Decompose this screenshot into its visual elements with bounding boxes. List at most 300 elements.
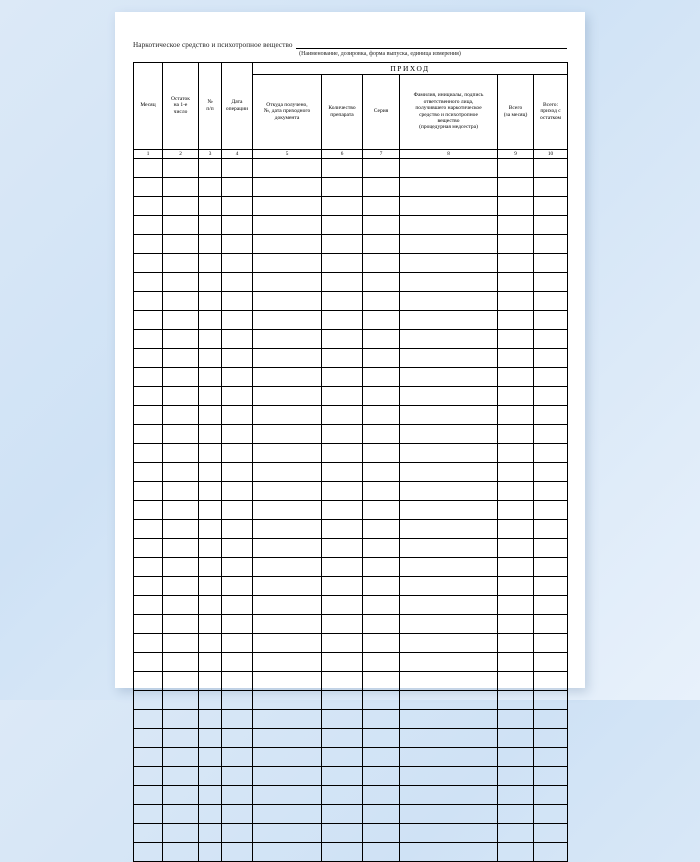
table-cell[interactable]: [163, 652, 199, 671]
table-cell[interactable]: [363, 329, 400, 348]
table-cell[interactable]: [134, 196, 163, 215]
table-cell[interactable]: [498, 804, 534, 823]
table-cell[interactable]: [498, 272, 534, 291]
table-cell[interactable]: [498, 215, 534, 234]
table-row[interactable]: [134, 500, 568, 519]
table-cell[interactable]: [134, 500, 163, 519]
table-cell[interactable]: [222, 766, 253, 785]
table-row[interactable]: [134, 557, 568, 576]
table-cell[interactable]: [163, 633, 199, 652]
table-cell[interactable]: [163, 785, 199, 804]
table-cell[interactable]: [400, 709, 498, 728]
table-cell[interactable]: [199, 785, 222, 804]
table-cell[interactable]: [199, 804, 222, 823]
table-cell[interactable]: [363, 424, 400, 443]
table-cell[interactable]: [163, 272, 199, 291]
table-cell[interactable]: [322, 842, 363, 861]
table-row[interactable]: [134, 386, 568, 405]
table-cell[interactable]: [363, 652, 400, 671]
table-cell[interactable]: [253, 766, 322, 785]
table-cell[interactable]: [199, 310, 222, 329]
table-cell[interactable]: [134, 652, 163, 671]
table-cell[interactable]: [322, 272, 363, 291]
table-cell[interactable]: [253, 747, 322, 766]
table-cell[interactable]: [163, 462, 199, 481]
table-row[interactable]: [134, 177, 568, 196]
table-cell[interactable]: [498, 557, 534, 576]
table-cell[interactable]: [534, 215, 568, 234]
table-cell[interactable]: [363, 196, 400, 215]
table-cell[interactable]: [534, 196, 568, 215]
table-cell[interactable]: [498, 291, 534, 310]
table-row[interactable]: [134, 823, 568, 842]
table-cell[interactable]: [363, 671, 400, 690]
table-row[interactable]: [134, 215, 568, 234]
table-cell[interactable]: [222, 614, 253, 633]
table-cell[interactable]: [163, 481, 199, 500]
table-cell[interactable]: [363, 272, 400, 291]
table-cell[interactable]: [199, 234, 222, 253]
table-cell[interactable]: [322, 595, 363, 614]
table-cell[interactable]: [222, 709, 253, 728]
table-cell[interactable]: [253, 671, 322, 690]
table-cell[interactable]: [534, 557, 568, 576]
table-cell[interactable]: [163, 196, 199, 215]
table-cell[interactable]: [134, 804, 163, 823]
table-row[interactable]: [134, 329, 568, 348]
table-cell[interactable]: [134, 823, 163, 842]
table-row[interactable]: [134, 291, 568, 310]
table-cell[interactable]: [498, 177, 534, 196]
table-cell[interactable]: [498, 538, 534, 557]
table-cell[interactable]: [222, 500, 253, 519]
table-cell[interactable]: [134, 310, 163, 329]
table-cell[interactable]: [134, 177, 163, 196]
table-cell[interactable]: [253, 652, 322, 671]
table-cell[interactable]: [134, 557, 163, 576]
table-cell[interactable]: [134, 538, 163, 557]
table-cell[interactable]: [322, 405, 363, 424]
table-cell[interactable]: [322, 709, 363, 728]
table-cell[interactable]: [134, 291, 163, 310]
table-cell[interactable]: [322, 652, 363, 671]
table-cell[interactable]: [163, 424, 199, 443]
table-row[interactable]: [134, 538, 568, 557]
table-cell[interactable]: [322, 386, 363, 405]
table-cell[interactable]: [363, 215, 400, 234]
table-row[interactable]: [134, 310, 568, 329]
table-cell[interactable]: [400, 215, 498, 234]
table-cell[interactable]: [363, 785, 400, 804]
table-cell[interactable]: [534, 576, 568, 595]
table-cell[interactable]: [498, 481, 534, 500]
table-cell[interactable]: [498, 652, 534, 671]
table-cell[interactable]: [498, 405, 534, 424]
table-cell[interactable]: [498, 842, 534, 861]
table-row[interactable]: [134, 424, 568, 443]
table-cell[interactable]: [199, 576, 222, 595]
table-cell[interactable]: [363, 481, 400, 500]
table-cell[interactable]: [498, 462, 534, 481]
table-cell[interactable]: [322, 177, 363, 196]
table-cell[interactable]: [222, 576, 253, 595]
table-cell[interactable]: [534, 367, 568, 386]
table-cell[interactable]: [498, 785, 534, 804]
table-cell[interactable]: [322, 633, 363, 652]
table-row[interactable]: [134, 443, 568, 462]
table-cell[interactable]: [498, 196, 534, 215]
table-cell[interactable]: [363, 595, 400, 614]
table-cell[interactable]: [134, 253, 163, 272]
table-cell[interactable]: [163, 215, 199, 234]
table-row[interactable]: [134, 158, 568, 177]
table-cell[interactable]: [134, 671, 163, 690]
table-cell[interactable]: [253, 804, 322, 823]
table-cell[interactable]: [253, 728, 322, 747]
table-cell[interactable]: [498, 158, 534, 177]
table-cell[interactable]: [253, 424, 322, 443]
table-cell[interactable]: [363, 804, 400, 823]
table-cell[interactable]: [163, 386, 199, 405]
table-cell[interactable]: [400, 538, 498, 557]
table-cell[interactable]: [163, 519, 199, 538]
table-cell[interactable]: [322, 614, 363, 633]
table-cell[interactable]: [199, 462, 222, 481]
table-row[interactable]: [134, 842, 568, 861]
table-cell[interactable]: [363, 614, 400, 633]
table-cell[interactable]: [322, 462, 363, 481]
table-cell[interactable]: [222, 443, 253, 462]
table-cell[interactable]: [253, 215, 322, 234]
table-cell[interactable]: [322, 557, 363, 576]
table-cell[interactable]: [322, 310, 363, 329]
table-cell[interactable]: [322, 424, 363, 443]
table-cell[interactable]: [400, 424, 498, 443]
table-cell[interactable]: [534, 177, 568, 196]
table-cell[interactable]: [134, 367, 163, 386]
table-row[interactable]: [134, 747, 568, 766]
table-cell[interactable]: [163, 158, 199, 177]
table-cell[interactable]: [534, 614, 568, 633]
table-cell[interactable]: [400, 310, 498, 329]
table-cell[interactable]: [322, 785, 363, 804]
table-cell[interactable]: [400, 462, 498, 481]
table-row[interactable]: [134, 785, 568, 804]
table-cell[interactable]: [363, 633, 400, 652]
table-cell[interactable]: [199, 842, 222, 861]
table-cell[interactable]: [163, 728, 199, 747]
table-cell[interactable]: [400, 557, 498, 576]
table-cell[interactable]: [498, 234, 534, 253]
table-cell[interactable]: [498, 823, 534, 842]
table-cell[interactable]: [534, 785, 568, 804]
table-cell[interactable]: [498, 766, 534, 785]
table-cell[interactable]: [534, 234, 568, 253]
table-cell[interactable]: [134, 348, 163, 367]
table-cell[interactable]: [363, 386, 400, 405]
table-cell[interactable]: [199, 177, 222, 196]
table-cell[interactable]: [253, 253, 322, 272]
table-cell[interactable]: [222, 291, 253, 310]
table-cell[interactable]: [163, 500, 199, 519]
table-cell[interactable]: [134, 728, 163, 747]
table-cell[interactable]: [322, 576, 363, 595]
table-row[interactable]: [134, 671, 568, 690]
table-cell[interactable]: [222, 747, 253, 766]
table-cell[interactable]: [322, 500, 363, 519]
table-cell[interactable]: [199, 747, 222, 766]
table-cell[interactable]: [199, 557, 222, 576]
table-cell[interactable]: [322, 481, 363, 500]
table-cell[interactable]: [400, 329, 498, 348]
table-cell[interactable]: [199, 614, 222, 633]
table-cell[interactable]: [222, 671, 253, 690]
table-cell[interactable]: [134, 405, 163, 424]
table-cell[interactable]: [222, 196, 253, 215]
table-cell[interactable]: [498, 310, 534, 329]
table-cell[interactable]: [400, 842, 498, 861]
table-cell[interactable]: [253, 329, 322, 348]
table-cell[interactable]: [498, 386, 534, 405]
table-cell[interactable]: [498, 595, 534, 614]
table-cell[interactable]: [199, 481, 222, 500]
table-cell[interactable]: [322, 804, 363, 823]
table-cell[interactable]: [534, 348, 568, 367]
table-cell[interactable]: [400, 804, 498, 823]
table-cell[interactable]: [322, 291, 363, 310]
table-cell[interactable]: [163, 538, 199, 557]
table-row[interactable]: [134, 766, 568, 785]
table-cell[interactable]: [400, 177, 498, 196]
table-cell[interactable]: [253, 310, 322, 329]
table-cell[interactable]: [134, 386, 163, 405]
table-cell[interactable]: [363, 405, 400, 424]
table-cell[interactable]: [363, 519, 400, 538]
table-cell[interactable]: [363, 348, 400, 367]
table-cell[interactable]: [322, 196, 363, 215]
table-cell[interactable]: [534, 481, 568, 500]
table-cell[interactable]: [199, 823, 222, 842]
table-cell[interactable]: [134, 633, 163, 652]
table-cell[interactable]: [163, 348, 199, 367]
table-cell[interactable]: [363, 557, 400, 576]
table-cell[interactable]: [400, 405, 498, 424]
table-cell[interactable]: [400, 234, 498, 253]
table-cell[interactable]: [163, 329, 199, 348]
table-cell[interactable]: [199, 671, 222, 690]
table-cell[interactable]: [222, 310, 253, 329]
table-cell[interactable]: [534, 424, 568, 443]
table-cell[interactable]: [163, 766, 199, 785]
table-cell[interactable]: [534, 310, 568, 329]
table-cell[interactable]: [199, 253, 222, 272]
table-cell[interactable]: [134, 481, 163, 500]
table-cell[interactable]: [498, 633, 534, 652]
table-cell[interactable]: [322, 747, 363, 766]
table-cell[interactable]: [400, 747, 498, 766]
table-cell[interactable]: [498, 576, 534, 595]
table-cell[interactable]: [222, 234, 253, 253]
table-cell[interactable]: [322, 766, 363, 785]
table-cell[interactable]: [400, 595, 498, 614]
table-cell[interactable]: [534, 291, 568, 310]
table-cell[interactable]: [222, 481, 253, 500]
table-cell[interactable]: [134, 443, 163, 462]
table-cell[interactable]: [222, 329, 253, 348]
table-cell[interactable]: [534, 823, 568, 842]
table-cell[interactable]: [222, 823, 253, 842]
table-cell[interactable]: [199, 595, 222, 614]
table-cell[interactable]: [199, 196, 222, 215]
table-cell[interactable]: [163, 614, 199, 633]
table-cell[interactable]: [222, 253, 253, 272]
table-cell[interactable]: [199, 405, 222, 424]
table-cell[interactable]: [400, 766, 498, 785]
table-cell[interactable]: [199, 633, 222, 652]
table-cell[interactable]: [222, 728, 253, 747]
table-cell[interactable]: [363, 177, 400, 196]
table-cell[interactable]: [363, 253, 400, 272]
table-cell[interactable]: [134, 709, 163, 728]
table-cell[interactable]: [163, 367, 199, 386]
table-cell[interactable]: [253, 462, 322, 481]
table-cell[interactable]: [363, 500, 400, 519]
table-cell[interactable]: [163, 405, 199, 424]
table-cell[interactable]: [498, 443, 534, 462]
table-cell[interactable]: [134, 215, 163, 234]
table-cell[interactable]: [163, 557, 199, 576]
table-cell[interactable]: [253, 500, 322, 519]
table-cell[interactable]: [134, 842, 163, 861]
table-cell[interactable]: [222, 367, 253, 386]
table-cell[interactable]: [400, 386, 498, 405]
table-cell[interactable]: [363, 747, 400, 766]
table-cell[interactable]: [322, 215, 363, 234]
table-cell[interactable]: [534, 405, 568, 424]
table-cell[interactable]: [400, 614, 498, 633]
table-cell[interactable]: [322, 519, 363, 538]
table-cell[interactable]: [400, 823, 498, 842]
table-cell[interactable]: [253, 576, 322, 595]
table-cell[interactable]: [400, 253, 498, 272]
table-cell[interactable]: [498, 709, 534, 728]
table-cell[interactable]: [199, 652, 222, 671]
table-cell[interactable]: [222, 804, 253, 823]
table-cell[interactable]: [253, 291, 322, 310]
table-cell[interactable]: [253, 785, 322, 804]
table-cell[interactable]: [222, 158, 253, 177]
table-cell[interactable]: [534, 728, 568, 747]
table-cell[interactable]: [134, 462, 163, 481]
table-cell[interactable]: [134, 272, 163, 291]
table-row[interactable]: [134, 196, 568, 215]
table-cell[interactable]: [322, 443, 363, 462]
table-cell[interactable]: [253, 196, 322, 215]
table-cell[interactable]: [363, 709, 400, 728]
table-cell[interactable]: [163, 291, 199, 310]
table-cell[interactable]: [498, 367, 534, 386]
table-cell[interactable]: [253, 538, 322, 557]
table-cell[interactable]: [199, 538, 222, 557]
table-cell[interactable]: [400, 367, 498, 386]
table-cell[interactable]: [163, 595, 199, 614]
table-row[interactable]: [134, 576, 568, 595]
table-cell[interactable]: [363, 823, 400, 842]
table-cell[interactable]: [199, 215, 222, 234]
table-cell[interactable]: [534, 804, 568, 823]
table-cell[interactable]: [163, 253, 199, 272]
table-cell[interactable]: [534, 519, 568, 538]
table-cell[interactable]: [400, 348, 498, 367]
table-row[interactable]: [134, 462, 568, 481]
table-cell[interactable]: [253, 158, 322, 177]
table-cell[interactable]: [222, 842, 253, 861]
table-cell[interactable]: [222, 405, 253, 424]
table-cell[interactable]: [134, 576, 163, 595]
table-cell[interactable]: [163, 234, 199, 253]
table-cell[interactable]: [322, 538, 363, 557]
table-cell[interactable]: [163, 842, 199, 861]
table-cell[interactable]: [498, 329, 534, 348]
table-row[interactable]: [134, 367, 568, 386]
table-cell[interactable]: [253, 272, 322, 291]
table-cell[interactable]: [534, 709, 568, 728]
table-row[interactable]: [134, 595, 568, 614]
table-cell[interactable]: [498, 500, 534, 519]
table-cell[interactable]: [199, 367, 222, 386]
table-cell[interactable]: [199, 766, 222, 785]
table-cell[interactable]: [253, 481, 322, 500]
table-cell[interactable]: [253, 842, 322, 861]
table-cell[interactable]: [163, 576, 199, 595]
table-cell[interactable]: [199, 329, 222, 348]
table-cell[interactable]: [134, 519, 163, 538]
table-row[interactable]: [134, 614, 568, 633]
table-cell[interactable]: [222, 595, 253, 614]
table-cell[interactable]: [134, 424, 163, 443]
table-cell[interactable]: [498, 424, 534, 443]
table-cell[interactable]: [134, 766, 163, 785]
table-cell[interactable]: [253, 709, 322, 728]
table-cell[interactable]: [400, 728, 498, 747]
table-cell[interactable]: [400, 272, 498, 291]
table-cell[interactable]: [199, 709, 222, 728]
table-cell[interactable]: [498, 253, 534, 272]
table-cell[interactable]: [163, 823, 199, 842]
table-cell[interactable]: [363, 291, 400, 310]
table-cell[interactable]: [222, 424, 253, 443]
table-cell[interactable]: [363, 576, 400, 595]
table-cell[interactable]: [134, 234, 163, 253]
table-row[interactable]: [134, 253, 568, 272]
table-cell[interactable]: [363, 766, 400, 785]
table-cell[interactable]: [363, 842, 400, 861]
table-cell[interactable]: [222, 348, 253, 367]
table-cell[interactable]: [363, 538, 400, 557]
table-cell[interactable]: [222, 652, 253, 671]
table-row[interactable]: [134, 804, 568, 823]
table-cell[interactable]: [199, 519, 222, 538]
table-cell[interactable]: [534, 595, 568, 614]
table-cell[interactable]: [534, 500, 568, 519]
table-row[interactable]: [134, 272, 568, 291]
table-cell[interactable]: [400, 500, 498, 519]
table-cell[interactable]: [498, 614, 534, 633]
table-cell[interactable]: [253, 348, 322, 367]
table-row[interactable]: [134, 709, 568, 728]
table-row[interactable]: [134, 519, 568, 538]
table-cell[interactable]: [163, 443, 199, 462]
